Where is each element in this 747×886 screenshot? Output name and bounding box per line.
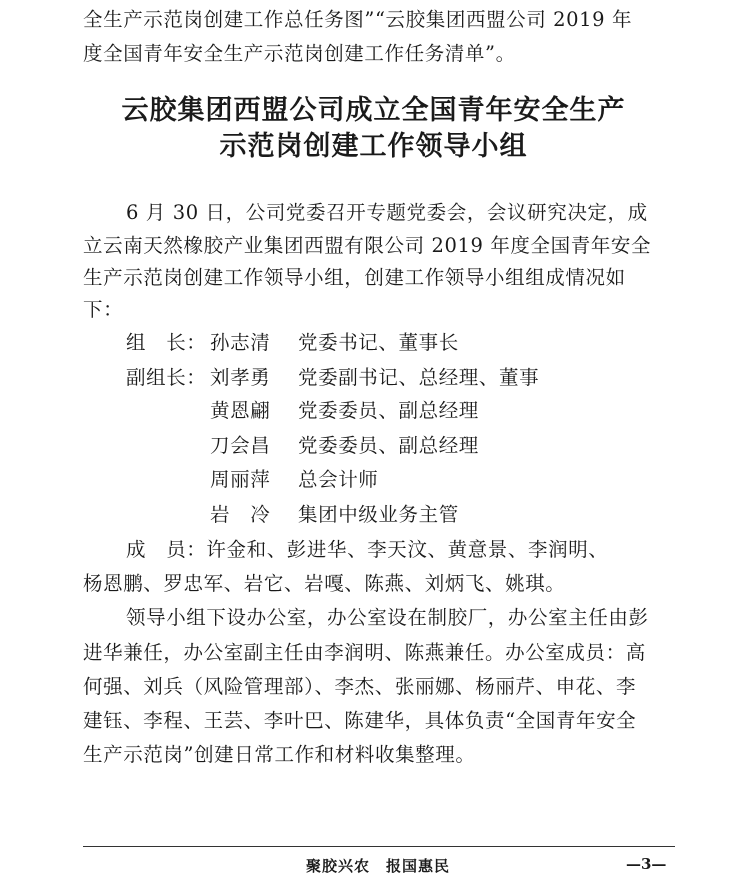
paragraph1-line-1: 6 月 30 日，公司党委召开专题党委会，会议研究决定，成 bbox=[126, 201, 648, 224]
paragraph1-line-3: 生产示范岗创建工作领导小组，创建工作领导小组组成情况如 bbox=[83, 266, 626, 289]
member-position: 党委委员、副总经理 bbox=[298, 434, 479, 457]
member-position: 总会计师 bbox=[298, 468, 379, 491]
member-position: 党委书记、董事长 bbox=[298, 331, 459, 354]
heading-line-2: 示范岗创建工作领导小组 bbox=[219, 131, 528, 162]
member-role: 副组长： bbox=[126, 366, 207, 389]
paragraph2-line-5: 生产示范岗”创建日常工作和材料收集整理。 bbox=[83, 743, 476, 766]
member-name: 黄恩翩 bbox=[210, 399, 271, 422]
paragraph2-line-1: 领导小组下设办公室，办公室设在制胶厂，办公室主任由彭 bbox=[126, 606, 649, 629]
staff-line-1: 成 员：许金和、彭进华、李天汶、黄意景、李润明、 bbox=[126, 538, 609, 561]
paragraph1-line-2: 立云南天然橡胶产业集团西盟有限公司 2019 年度全国青年安全 bbox=[83, 234, 652, 257]
member-name: 刘孝勇 bbox=[210, 366, 271, 389]
member-position: 集团中级业务主管 bbox=[298, 503, 459, 526]
heading-line-1: 云胶集团西盟公司成立全国青年安全生产 bbox=[121, 95, 626, 126]
footer-motto: 聚胶兴农 报国惠民 bbox=[306, 857, 451, 875]
member-role: 组 长： bbox=[126, 331, 207, 354]
member-name: 岩 冷 bbox=[210, 503, 271, 526]
footer-divider bbox=[83, 846, 675, 847]
intro-line-2: 度全国青年安全生产示范岗创建工作任务清单”。 bbox=[83, 42, 516, 65]
paragraph1-line-4: 下： bbox=[83, 298, 124, 321]
paragraph2-line-2: 进华兼任，办公室副主任由李润明、陈燕兼任。办公室成员：高 bbox=[83, 641, 646, 664]
page-number: —3— bbox=[626, 855, 667, 873]
member-name: 刀会昌 bbox=[210, 434, 271, 457]
member-position: 党委委员、副总经理 bbox=[298, 399, 479, 422]
intro-line-1: 全生产示范岗创建工作总任务图”“云胶集团西盟公司 2019 年 bbox=[83, 8, 633, 31]
member-name: 周丽萍 bbox=[210, 468, 271, 491]
paragraph2-line-4: 建钰、李程、王芸、李叶巴、陈建华，具体负责“全国青年安全 bbox=[83, 709, 637, 732]
member-name: 孙志清 bbox=[210, 331, 271, 354]
member-position: 党委副书记、总经理、董事 bbox=[298, 366, 540, 389]
staff-line-2: 杨恩鹏、罗忠军、岩它、岩嘎、陈燕、刘炳飞、姚琪。 bbox=[83, 572, 566, 595]
paragraph2-line-3: 何强、刘兵（风险管理部）、李杰、张丽娜、杨丽芹、申花、李 bbox=[83, 675, 637, 698]
